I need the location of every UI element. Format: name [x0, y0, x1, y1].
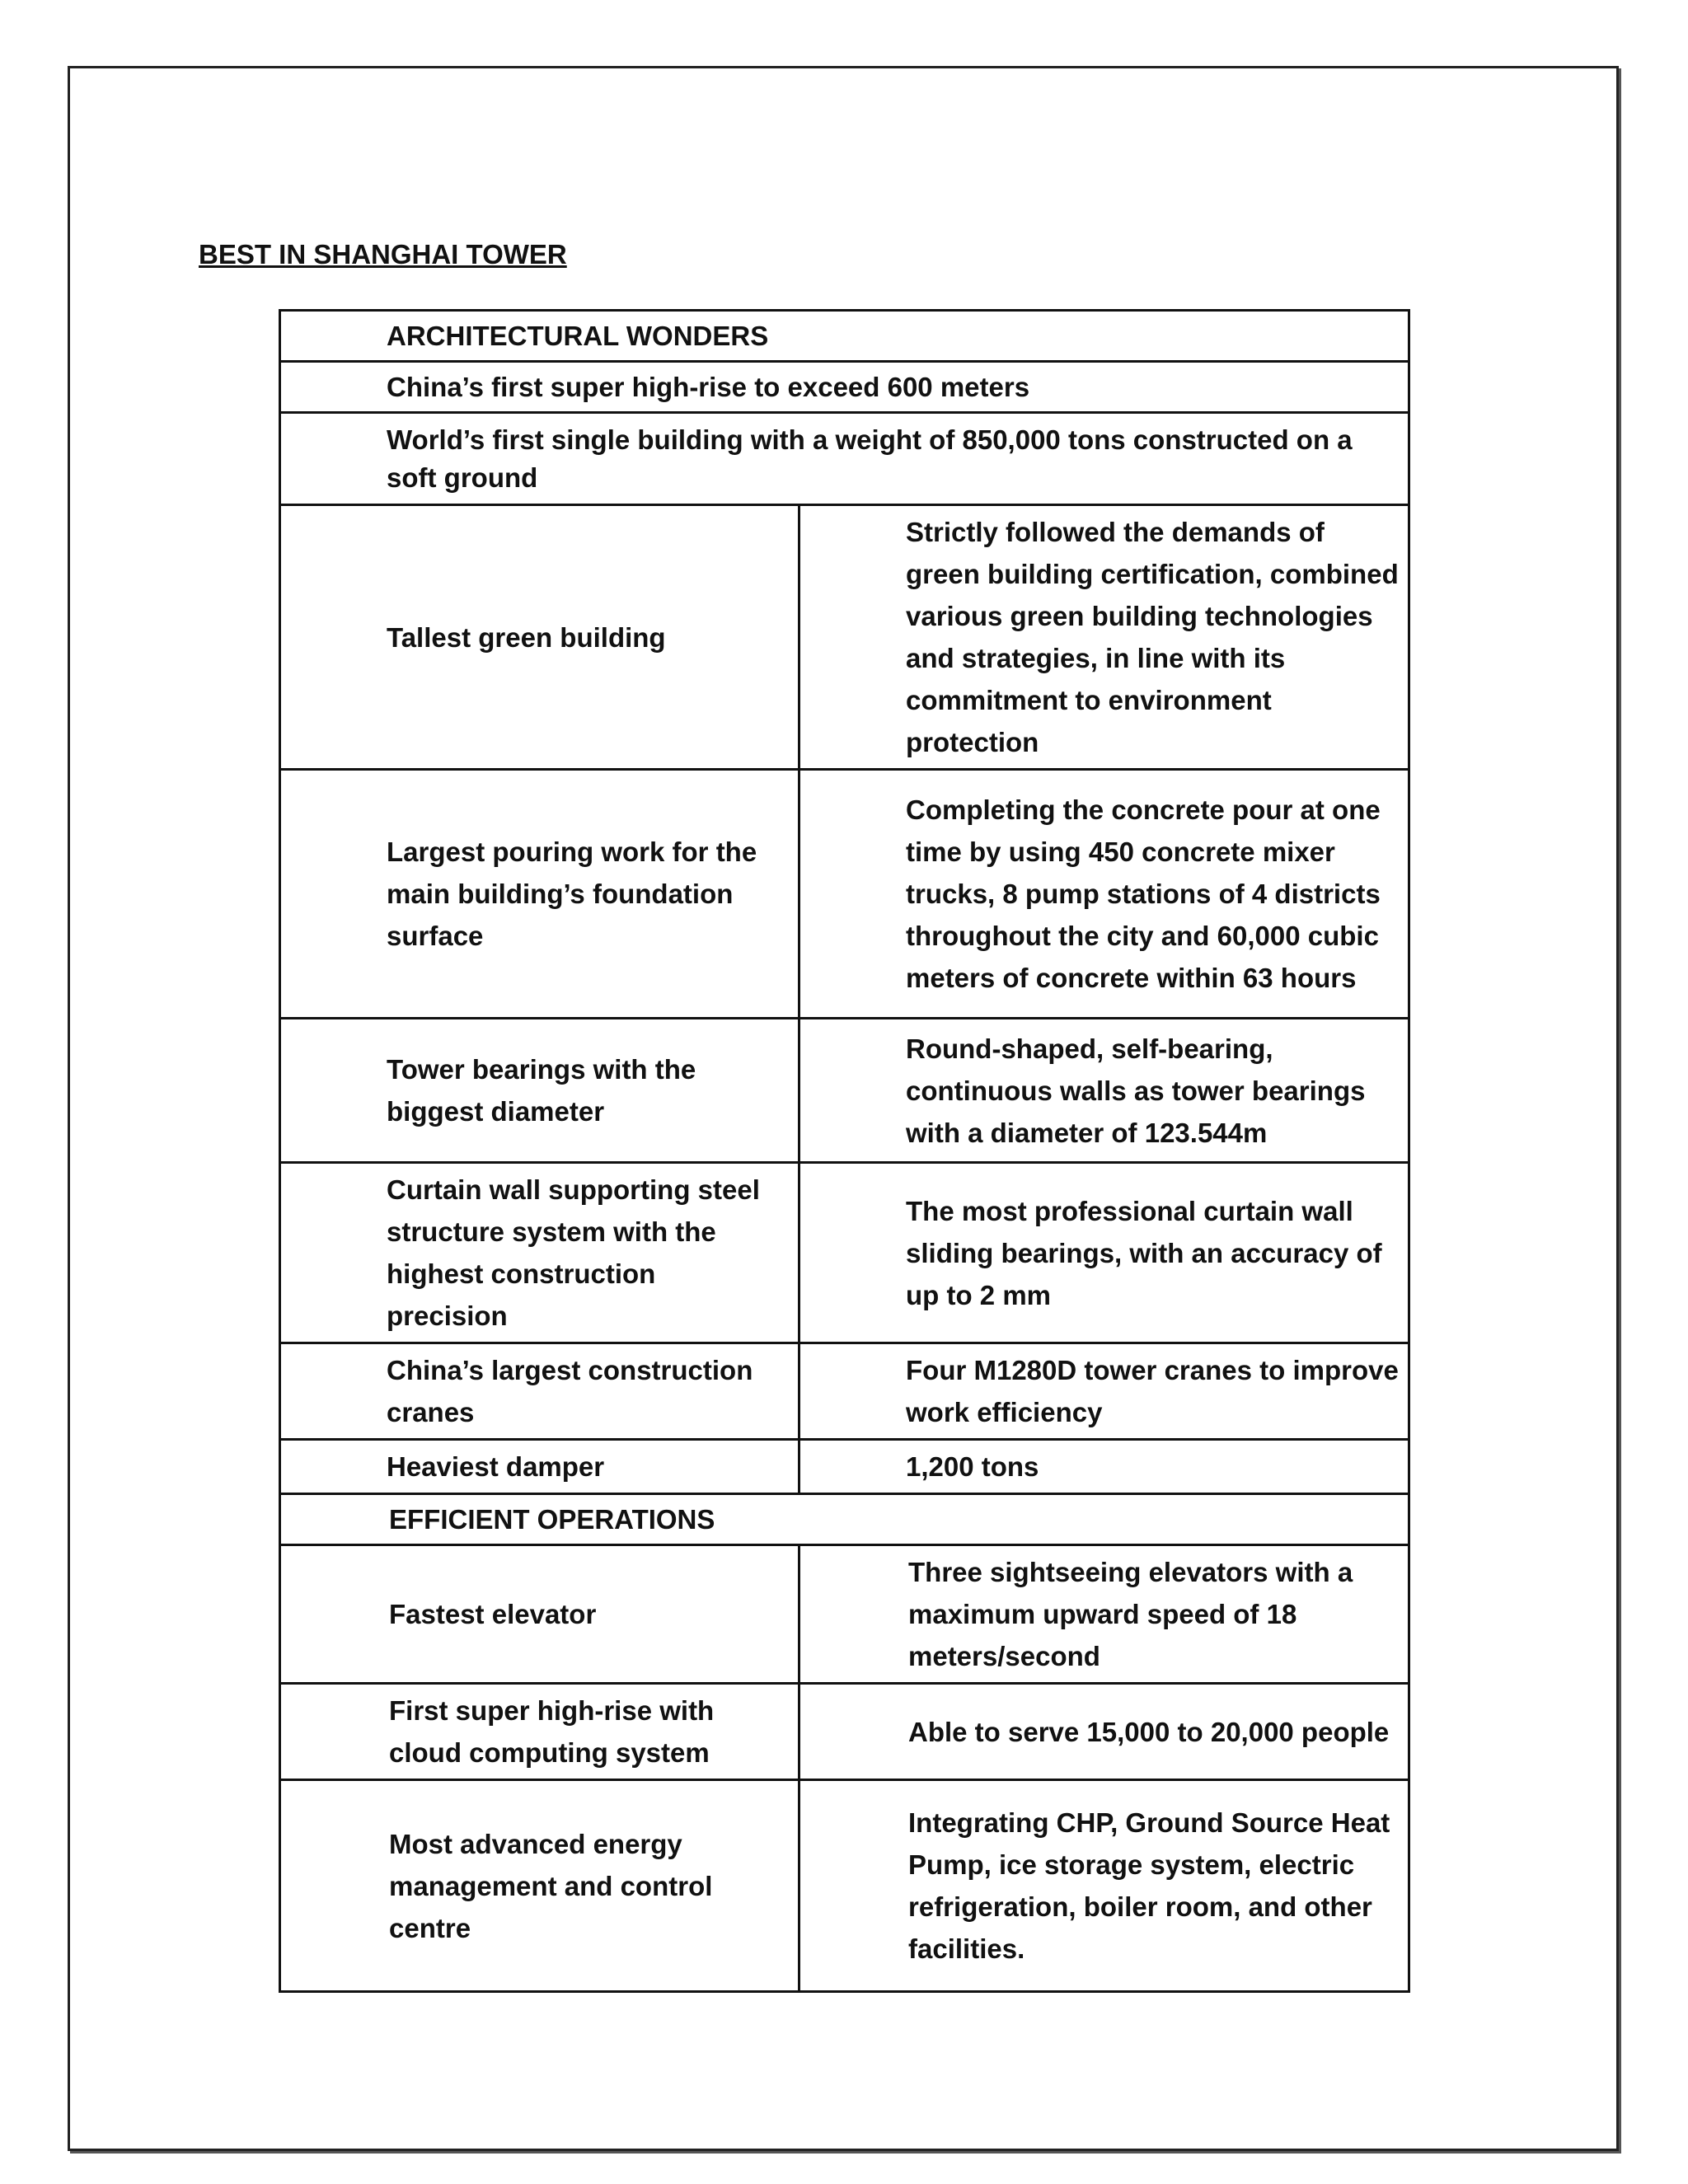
table-row — [280, 1440, 1409, 1494]
table-cell: World’s first single building with a weight of 850,000 tons constructed on a soft ground — [280, 413, 1409, 505]
row-label: Largest pouring work for the main building’s foundation surface — [280, 770, 799, 1019]
row-detail: Integrating CHP, Ground Source Heat Pump, ice storage system, electric refrigeration, boiler room, and other facilities. — [799, 1780, 1409, 1992]
row-detail: Strictly followed the demands of green building certification, combined various green building technologies and strategies, in line with its commitment to environment protection — [799, 505, 1409, 770]
row-label: China’s largest construction cranes — [280, 1343, 799, 1440]
section-heading: EFFICIENT OPERATIONS — [280, 1494, 1409, 1545]
row-detail: 1,200 tons — [799, 1440, 1409, 1494]
table-row — [280, 1780, 1409, 1992]
row-label: Tower bearings with the biggest diameter — [280, 1019, 799, 1163]
table-row — [280, 1684, 1409, 1780]
table-row — [280, 1019, 1409, 1163]
row-detail: Four M1280D tower cranes to improve work efficiency — [799, 1343, 1409, 1440]
row-detail: Able to serve 15,000 to 20,000 people — [799, 1684, 1409, 1780]
best-in-shanghai-tower-table — [279, 309, 1410, 1993]
row-detail: The most professional curtain wall sliding bearings, with an accuracy of up to 2 mm — [799, 1163, 1409, 1343]
table-row — [280, 413, 1409, 505]
section-heading-row — [280, 1494, 1409, 1545]
row-label: Tallest green building — [280, 505, 799, 770]
row-label: Curtain wall supporting steel structure system with the highest construction precision — [280, 1163, 799, 1343]
section-heading: ARCHITECTURAL WONDERS — [280, 311, 1409, 362]
row-label: Most advanced energy management and control centre — [280, 1780, 799, 1992]
section-heading-row — [280, 311, 1409, 362]
row-detail: Three sightseeing elevators with a maximum upward speed of 18 meters/second — [799, 1545, 1409, 1684]
row-detail: Completing the concrete pour at one time by using 450 concrete mixer trucks, 8 pump stations of 4 districts throughout the city and 60,000 cubic meters of concrete within 63 hours — [799, 770, 1409, 1019]
table-row — [280, 1163, 1409, 1343]
document-title: BEST IN SHANGHAI TOWER — [199, 239, 567, 269]
row-label: First super high-rise with cloud computing system — [280, 1684, 799, 1780]
table-row — [280, 1343, 1409, 1440]
table-row — [280, 1545, 1409, 1684]
row-label: Heaviest damper — [280, 1440, 799, 1494]
row-detail: Round-shaped, self-bearing, continuous walls as tower bearings with a diameter of 123.544m — [799, 1019, 1409, 1163]
table-row — [280, 362, 1409, 413]
table-cell: China’s first super high-rise to exceed 600 meters — [280, 362, 1409, 413]
row-label: Fastest elevator — [280, 1545, 799, 1684]
table-row — [280, 770, 1409, 1019]
table-row — [280, 505, 1409, 770]
